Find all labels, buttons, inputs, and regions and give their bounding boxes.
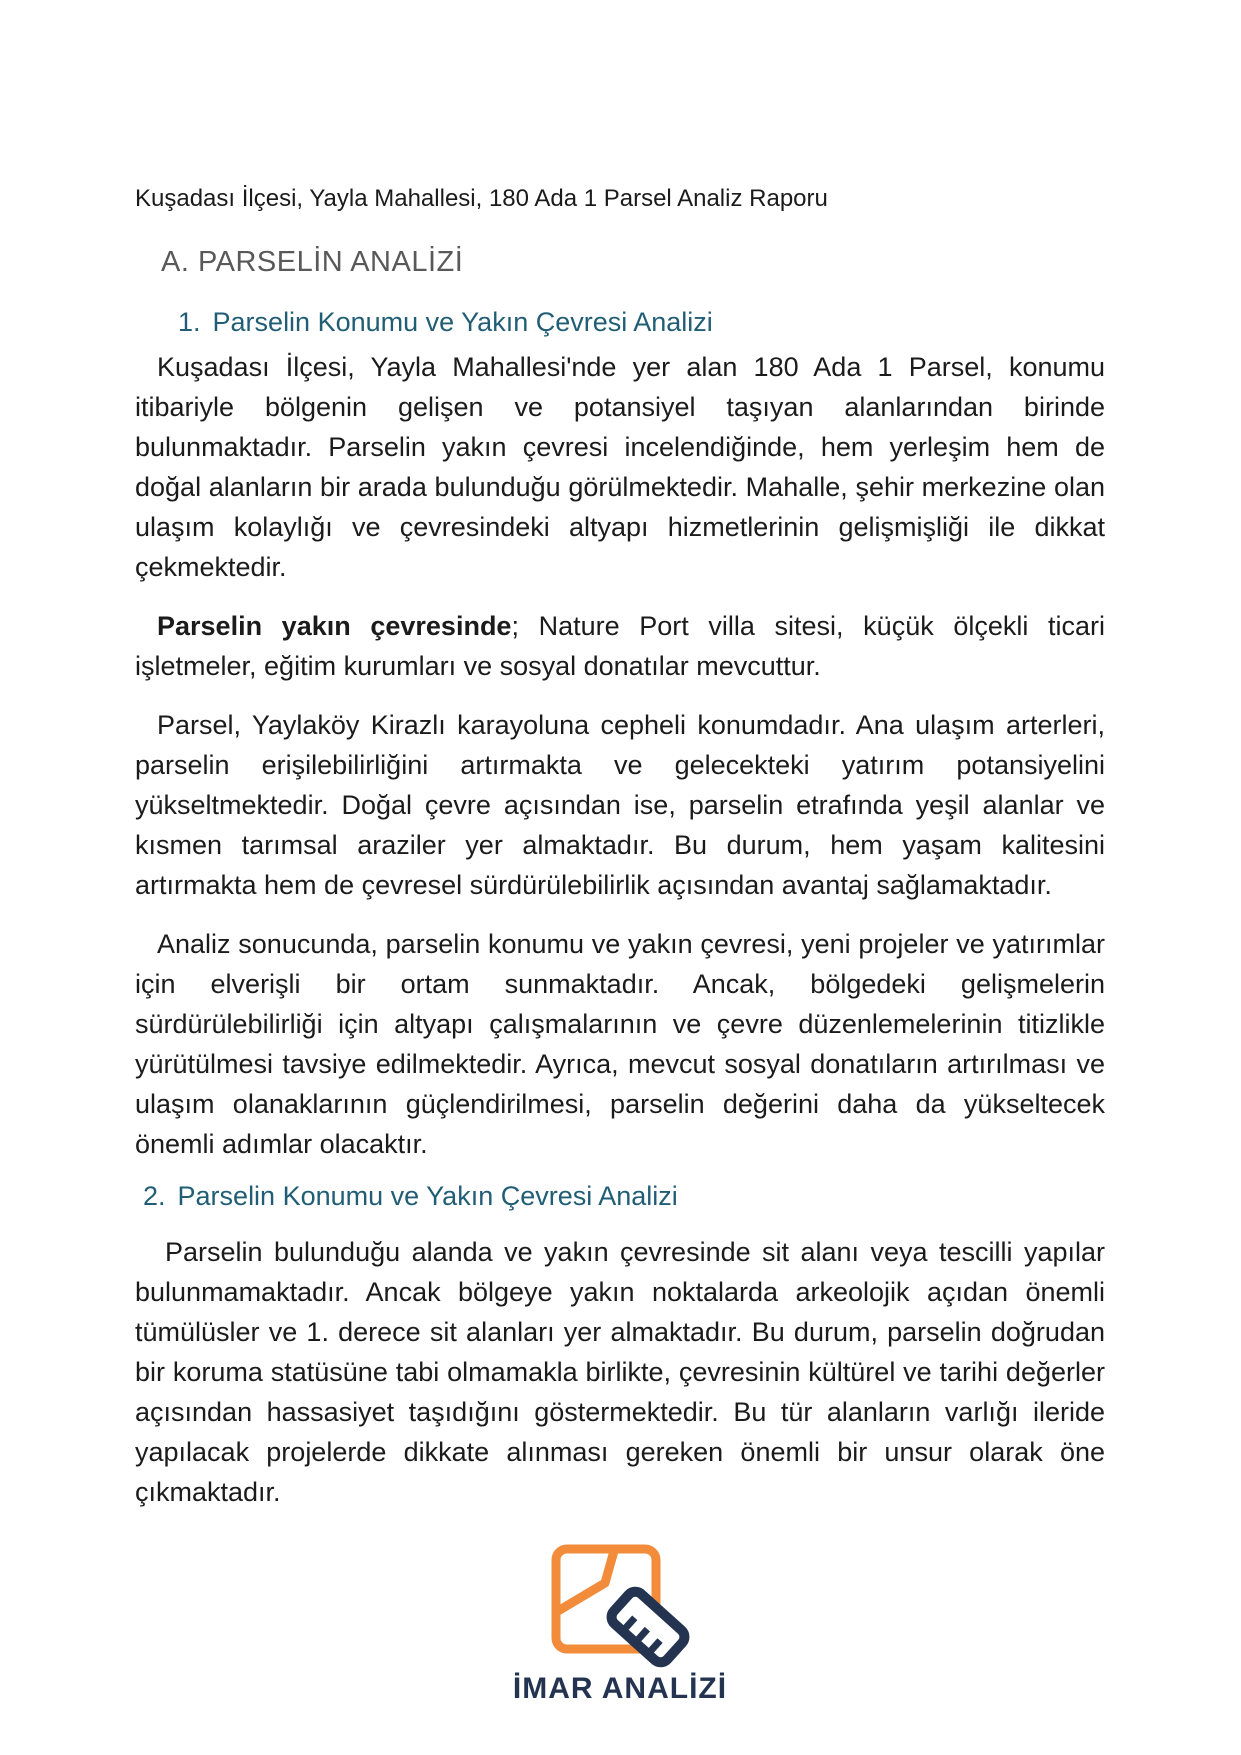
paragraph-road-access: Parsel, Yaylaköy Kirazlı karayoluna cepheli konumdadır. Ana ulaşım arterleri, parselin erişilebilirliğini artırmakta ve gelecekteki yatırım potansiyelini yükseltmektedir. Doğal çevre açısından ise, parselin etrafında yeşil alanlar ve kısmen tarımsal araziler yer almaktadır. Bu durum, hem yaşam kalitesini artırmakta hem de çevresel sürdürülebilirlik açısından avantaj sağlamaktadır. <box>135 710 1105 900</box>
parcel-ruler-icon <box>544 1542 696 1670</box>
paragraph-protected-areas: Parselin bulunduğu alanda ve yakın çevresinde sit alanı veya tescilli yapılar bulunmamaktadır. Ancak bölgeye yakın noktalarda arkeolojik açıdan önemli tümülüsler ve 1. derece sit alanları yer almaktadır. Bu durum, parselin doğrudan bir koruma statüsüne tabi olmamakla birlikte, çevresinin kültürel ve tarihi değerler açısından hassasiyet taşıdığını göstermektedir. Bu tür alanların varlığı ileride yapılacak projelerde dikkate alınması gereken önemli bir unsur olarak öne çıkmaktadır. <box>135 1237 1105 1507</box>
subsection-1-heading <box>135 306 1105 339</box>
subsection-2-number: 2. <box>143 1181 166 1211</box>
subsection-1-title: Parselin Konumu ve Yakın Çevresi Analizi <box>212 307 713 337</box>
paragraph-nearby-facilities-rest: ; Nature Port villa sitesi, küçük ölçekli ticari işletmeler, eğitim kurumları ve sosyal donatılar mevcuttur. <box>135 611 1105 681</box>
section-a-heading: A. PARSELİN ANALİZİ <box>161 246 464 278</box>
subsection-1-number: 1. <box>178 307 201 337</box>
subsection-2-title: Parselin Konumu ve Yakın Çevresi Analizi <box>177 1181 678 1211</box>
paragraph-nearby-facilities <box>135 606 1105 686</box>
imar-analizi-logo <box>135 1542 1105 1706</box>
logo-wordmark: İMAR ANALİZİ <box>512 1672 728 1705</box>
subsection-2-heading <box>135 1180 1105 1213</box>
paragraph-location-overview: Kuşadası İlçesi, Yayla Mahallesi'nde yer alan 180 Ada 1 Parsel, konumu itibariyle bölgenin gelişen ve potansiyel taşıyan alanlarından birinde bulunmaktadır. Parselin yakın çevresi incelendiğinde, hem yerleşim hem de doğal alanların bir arada bulunduğu görülmektedir. Mahalle, şehir merkezine olan ulaşım kolaylığı ve çevresindeki altyapı hizmetlerinin gelişmişliği ile dikkat çekmektedir. <box>135 352 1105 582</box>
paragraph-analysis-conclusion: Analiz sonucunda, parselin konumu ve yakın çevresi, yeni projeler ve yatırımlar için elverişli bir ortam sunmaktadır. Ancak, bölgedeki gelişmelerin sürdürülebilirliği için altyapı çalışmalarının ve çevre düzenlemelerinin titizlikle yürütülmesi tavsiye edilmektedir. Ayrıca, mevcut sosyal donatıların artırılması ve ulaşım olanaklarının güçlendirilmesi, parselin değerini daha da yükseltecek önemli adımlar olacaktır. <box>135 929 1105 1159</box>
report-title: Kuşadası İlçesi, Yayla Mahallesi, 180 Ada 1 Parsel Analiz Raporu <box>135 185 828 212</box>
paragraph-nearby-facilities-lead: Parselin yakın çevresinde <box>157 611 512 641</box>
